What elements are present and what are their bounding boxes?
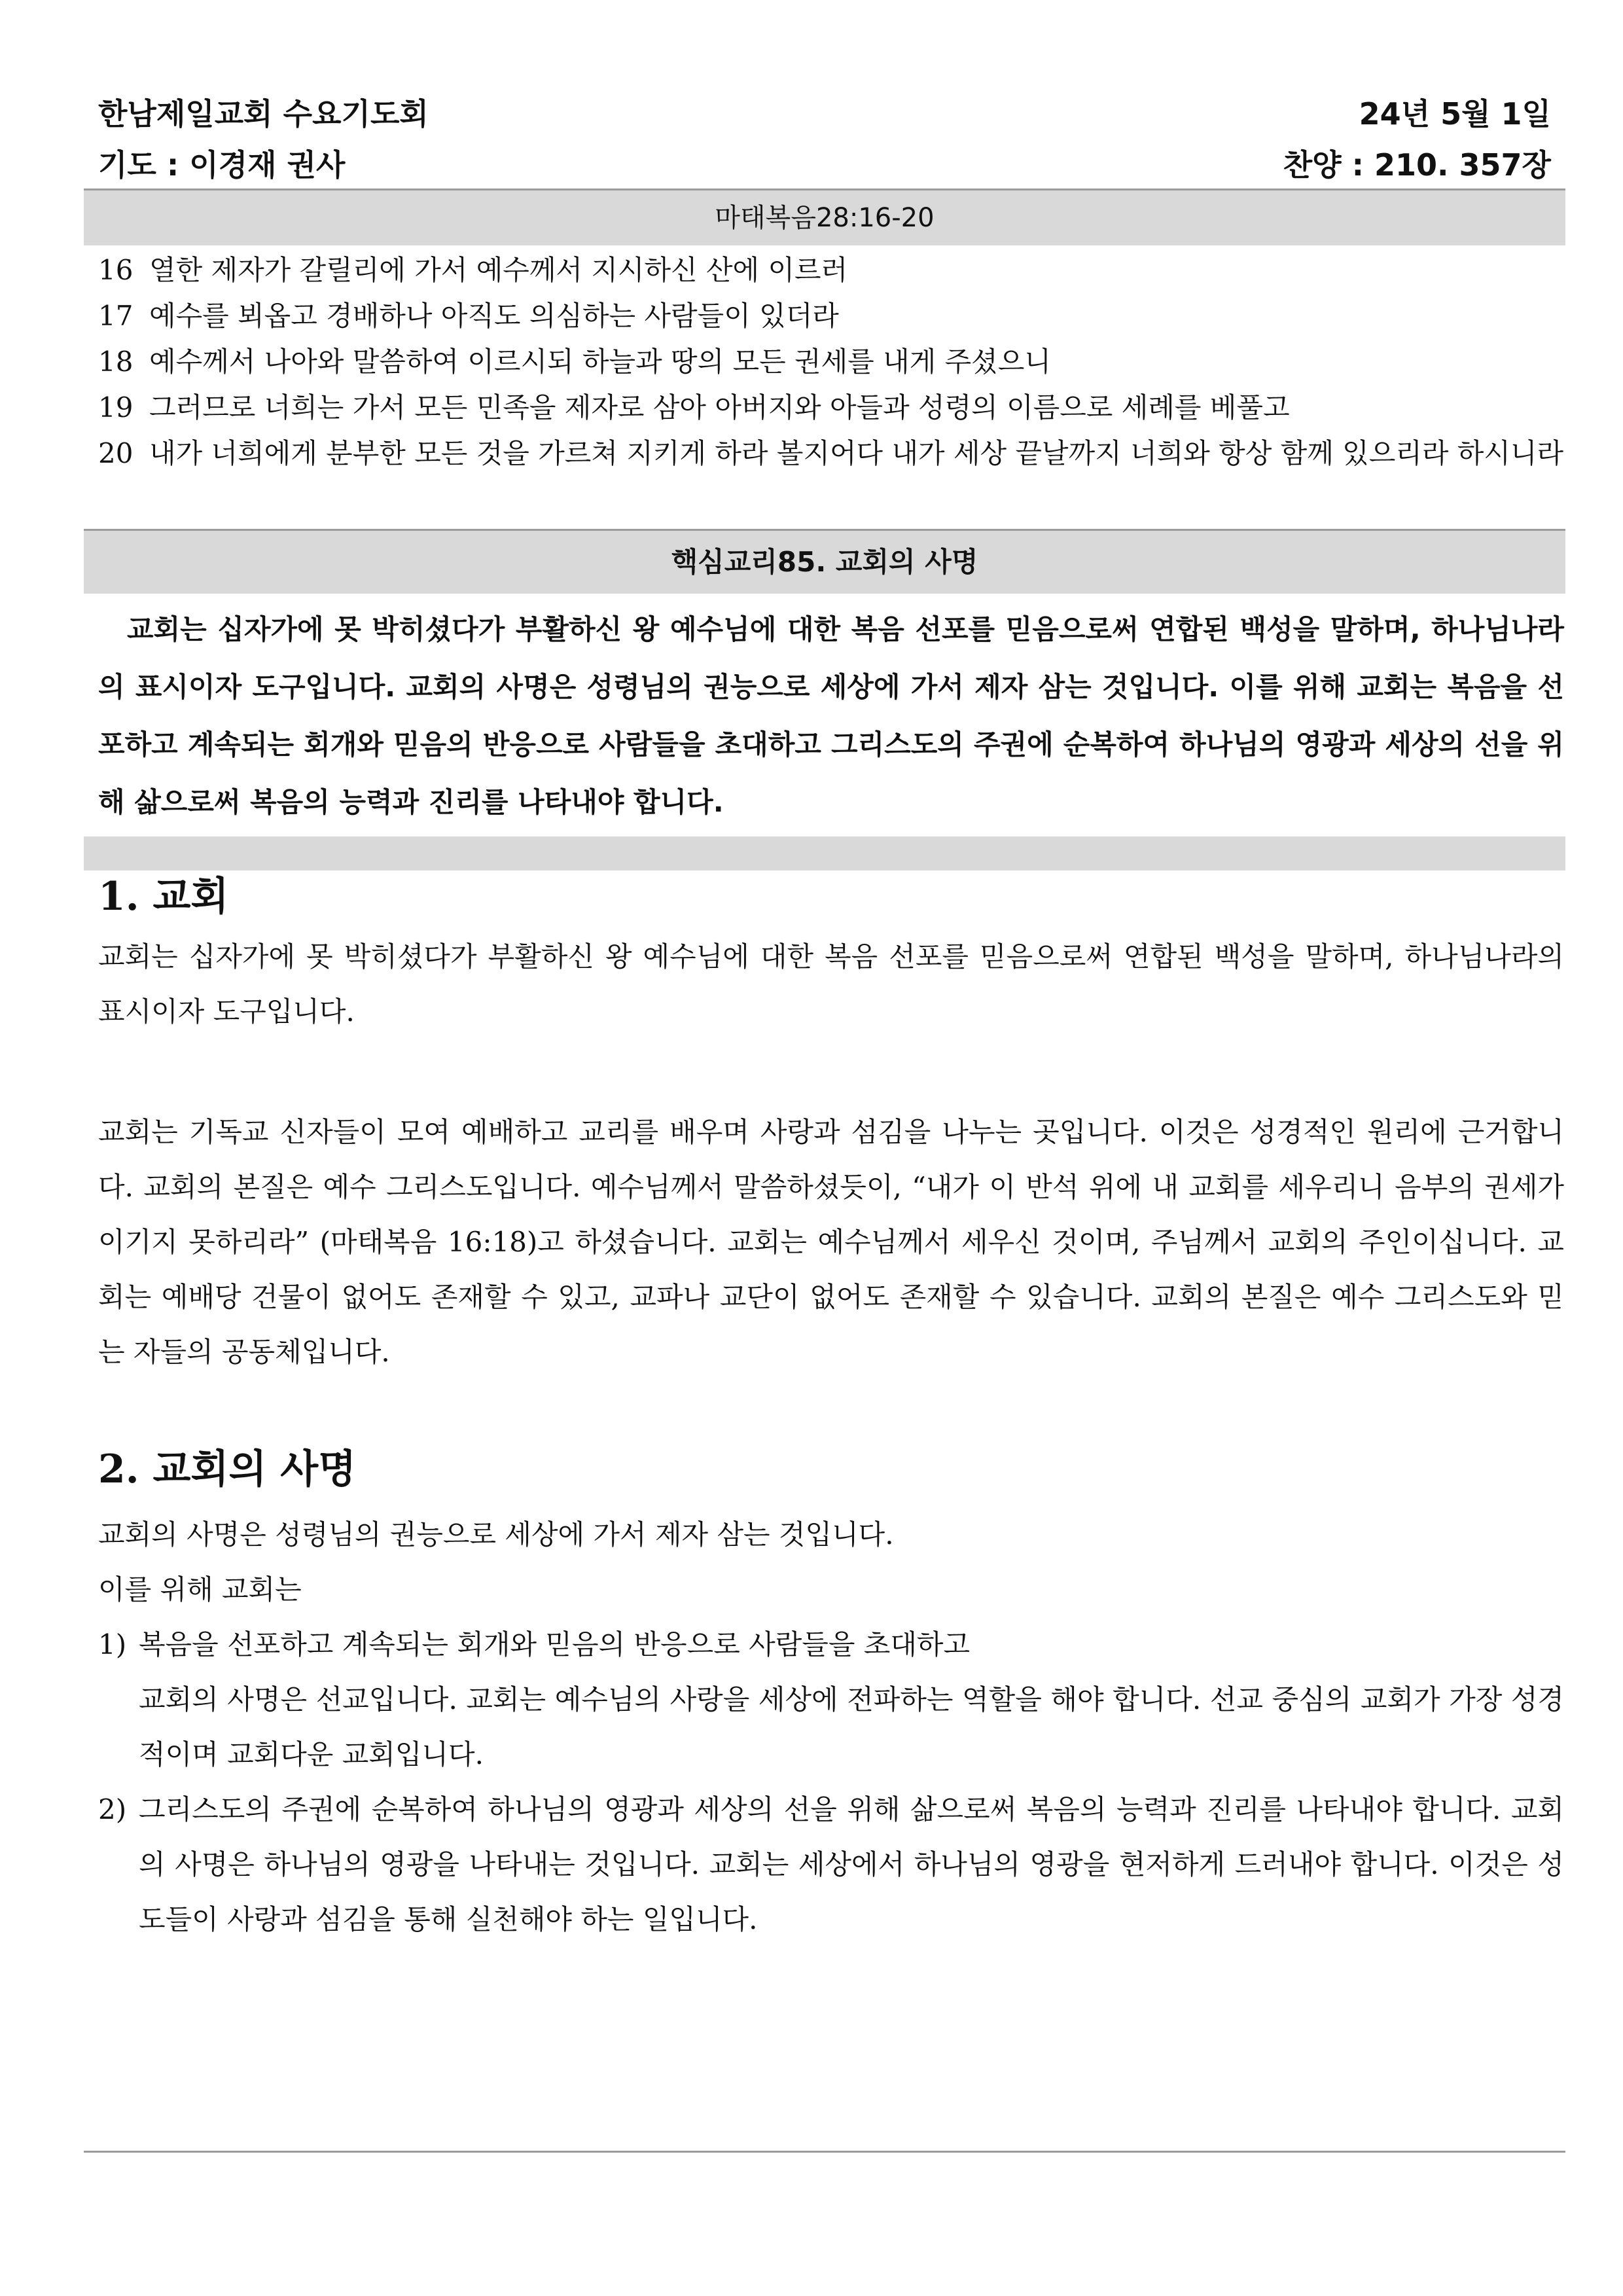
list-item-desc: 교회의 사명은 선교입니다. 교회는 예수님의 사랑을 세상에 전파하는 역할을 해야 합니다. 선교 중심의 교회가 가장 성경적이며 교회다운 교회입니다. — [139, 1683, 1564, 1770]
verse-number: 19 — [98, 391, 134, 423]
verse — [98, 431, 1564, 476]
verse-text: 열한 제자가 갈릴리에 가서 예수께서 지시하신 산에 이르러 — [149, 254, 848, 286]
doctrine-title: 핵심교리85. 교회의 사명 — [671, 546, 978, 578]
verse — [98, 385, 1564, 431]
verse-number: 20 — [98, 437, 134, 469]
verse-text: 예수를 뵈옵고 경배하나 아직도 의심하는 사람들이 있더라 — [149, 300, 839, 332]
prayer-leader: 기도 : 이경재 권사 — [98, 147, 346, 183]
verse-text: 내가 너희에게 분부한 모든 것을 가르쳐 지키게 하라 볼지어다 내가 세상 끝날까지 너희와 항상 함께 있으리라 하시니라 — [149, 437, 1564, 469]
verse-text: 예수께서 나아와 말씀하여 이르시되 하늘과 땅의 모든 권세를 내게 주셨으니 — [149, 346, 1051, 378]
church-essence: 교회는 기독교 신자들이 모여 예배하고 교리를 배우며 사랑과 섬김을 나누는 곳입니다. 이것은 성경적인 원리에 근거합니다. 교회의 본질은 예수 그리스도입니다. 예수님께서 말씀하셨듯이, “내가 이 반석 위에 내 교회를 세우리니 음부의 권세가 이기지 못하리라” (마태복음 16:18)고 하셨습니다. 교회는 예수님께서 세우신 것이며, 주님께서 교회의 주인이십니다. 교회는 예배당 건물이 없어도 존재할 수 있고, 교파나 교단이 없어도 존재할 수 있습니다. 교회의 본질은 예수 그리스도와 믿는 자들의 공동체입니다. — [98, 1116, 1564, 1368]
verse — [98, 293, 1564, 339]
mission-statement: 교회의 사명은 성령님의 권능으로 세상에 가서 제자 삼는 것입니다. — [98, 1518, 894, 1551]
list-item — [98, 1782, 1564, 1947]
scripture-banner — [84, 188, 1565, 245]
separator-bar — [84, 836, 1565, 870]
list-item-title: 복음을 선포하고 계속되는 회개와 믿음의 반응으로 사람들을 초대하고 — [139, 1628, 971, 1660]
list-number: 2) — [98, 1793, 127, 1825]
scripture-reference: 마태복음28:16-20 — [715, 203, 935, 233]
verse-number: 17 — [98, 300, 134, 332]
mission-list — [98, 1617, 1564, 1947]
header-row-2 — [84, 144, 1565, 186]
verse-number: 16 — [98, 254, 134, 286]
list-item-title: 그리스도의 주권에 순복하여 하나님의 영광과 세상의 선을 위해 삶으로써 복음의 능력과 진리를 나타내야 합니다. 교회의 사명은 하나님의 영광을 나타내는 것입니다. 교회는 세상에서 하나님의 영광을 현저하게 드러내야 합니다. 이것은 성도들이 사랑과 섬김을 통해 실천해야 하는 일입니다. — [139, 1793, 1564, 1935]
section-heading-mission: 2. 교회의 사명 — [98, 1446, 357, 1492]
verse — [98, 247, 1564, 293]
hymn-numbers: 찬양 : 210. 357장 — [1283, 147, 1551, 183]
mission-intro: 이를 위해 교회는 — [98, 1573, 302, 1605]
footer-rule — [84, 2151, 1565, 2153]
scripture-verses — [98, 247, 1564, 476]
list-item — [98, 1617, 1564, 1782]
bulletin-date: 24년 5월 1일 — [1359, 96, 1551, 132]
verse — [98, 339, 1564, 385]
list-number: 1) — [98, 1628, 127, 1660]
section-heading-church: 1. 교회 — [98, 874, 229, 920]
church-definition: 교회는 십자가에 못 박히셨다가 부활하신 왕 예수님에 대한 복음 선포를 믿음으로써 연합된 백성을 말하며, 하나님나라의 표시이자 도구입니다. — [98, 941, 1564, 1028]
doctrine-banner — [84, 531, 1565, 594]
doctrine-summary: 교회는 십자가에 못 박히셨다가 부활하신 왕 예수님에 대한 복음 선포를 믿음으로써 연합된 백성을 말하며, 하나님나라의 표시이자 도구입니다. 교회의 사명은 성령님의 권능으로 세상에 가서 제자 삼는 것입니다. 이를 위해 교회는 복음을 선포하고 계속되는 회개와 믿음의 반응으로 사람들을 초대하고 그리스도의 주권에 순복하여 하나님의 영광과 세상의 선을 위해 삶으로써 복음의 능력과 진리를 나타내야 합니다. — [98, 613, 1564, 818]
verse-text: 그러므로 너희는 가서 모든 민족을 제자로 삼아 아버지와 아들과 성령의 이름으로 세례를 베풀고 — [149, 391, 1290, 423]
header-row-1 — [84, 93, 1565, 135]
verse-number: 18 — [98, 346, 134, 378]
church-name: 한남제일교회 수요기도회 — [98, 96, 429, 132]
